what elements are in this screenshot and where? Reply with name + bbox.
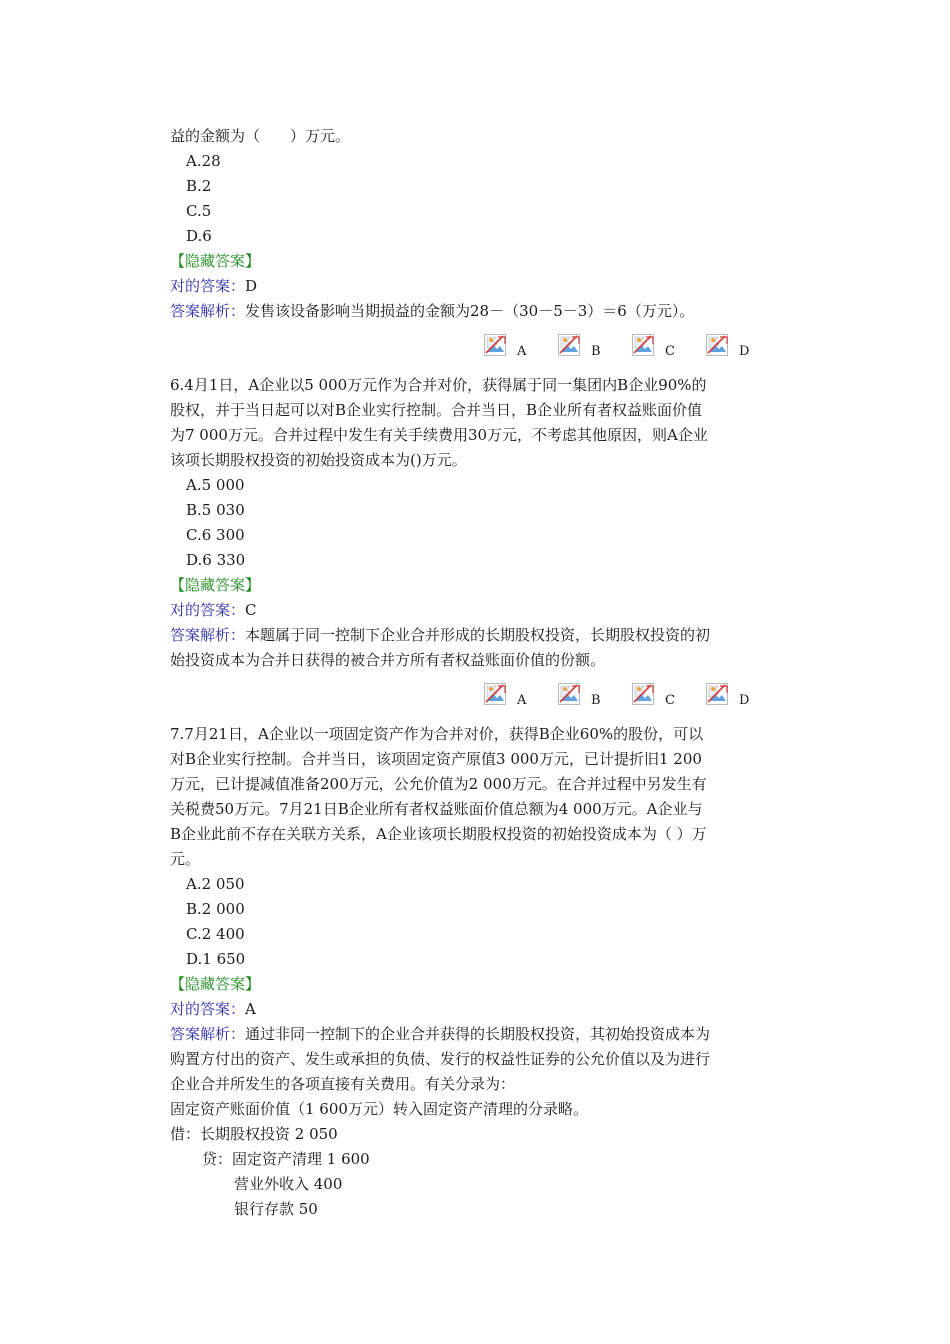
broken-image-icon — [558, 334, 588, 358]
hide-answer-link[interactable]: 【隐藏答案】 — [170, 975, 261, 993]
answer-label: 对的答案： — [170, 601, 246, 619]
question-stem-line: 对B企业实行控制。合并当日，该项固定资产原值3 000万元，已计提折旧1 200 — [170, 750, 702, 768]
analysis-line — [170, 299, 780, 324]
analysis-label: 答案解析： — [170, 302, 246, 320]
choice-button-a[interactable] — [484, 334, 529, 360]
analysis-text: 发售该设备影响当期损益的金额为28－（30－5－3）＝6（万元）。 — [245, 302, 695, 320]
question-stem-line: 该项长期股权投资的初始投资成本为()万元。 — [170, 451, 467, 469]
option-b: B.2 — [186, 177, 212, 195]
option-c: C.6 300 — [186, 526, 245, 544]
question-stem-line: 为7 000万元。合并过程中发生有关手续费用30万元，不考虑其他原因，则A企业 — [170, 426, 708, 444]
hide-answer-link[interactable]: 【隐藏答案】 — [170, 252, 261, 270]
analysis-line — [170, 1022, 780, 1047]
question-5-tail — [170, 124, 780, 324]
broken-image-icon — [484, 334, 514, 358]
choice-button-row — [484, 334, 784, 360]
journal-debit: 借：长期股权投资 2 050 — [170, 1125, 338, 1143]
analysis-text: 企业合并所发生的各项直接有关费用。有关分录为： — [170, 1075, 516, 1093]
journal-credit: 贷：固定资产清理 1 600 — [202, 1150, 370, 1168]
choice-button-d[interactable] — [706, 683, 751, 709]
question-stem-line: 关税费50万元。7月21日B企业所有者权益账面价值总额为4 000万元。A企业与 — [170, 800, 703, 818]
option-c: C.5 — [186, 202, 212, 220]
question-stem-line: 股权，并于当日起可以对B企业实行控制。合并当日，B企业所有者权益账面价值 — [170, 401, 703, 419]
question-stem-line: B企业此前不存在关联方关系，A企业该项长期股权投资的初始投资成本为（ ）万 — [170, 825, 707, 843]
choice-button-label: B — [591, 344, 601, 359]
option-d: D.1 650 — [186, 950, 246, 968]
option-b: B.2 000 — [186, 900, 245, 918]
option-b: B.5 030 — [186, 501, 245, 519]
question-6 — [170, 373, 780, 673]
choice-button-label: D — [739, 344, 750, 359]
journal-credit-item: 营业外收入 400 — [234, 1175, 343, 1193]
analysis-text: 始投资成本为合并日获得的被合并方所有者权益账面价值的份额。 — [170, 651, 606, 669]
choice-button-label: A — [517, 344, 527, 359]
answer-label: 对的答案： — [170, 1000, 246, 1018]
choice-button-row — [484, 683, 784, 709]
broken-image-icon — [558, 683, 588, 707]
analysis-text: 本题属于同一控制下企业合并形成的长期股权投资，长期股权投资的初 — [245, 626, 711, 644]
option-a: A.5 000 — [186, 476, 245, 494]
correct-answer-line — [170, 274, 780, 299]
answer-value: A — [245, 1000, 256, 1018]
analysis-line — [170, 623, 780, 648]
analysis-text: 通过非同一控制下的企业合并获得的长期股权投资，其初始投资成本为 — [245, 1025, 711, 1043]
choice-button-c[interactable] — [632, 683, 677, 709]
option-a: A.28 — [186, 152, 221, 170]
correct-answer-line — [170, 598, 780, 623]
analysis-label: 答案解析： — [170, 626, 246, 644]
journal-credit-item: 银行存款 50 — [234, 1200, 318, 1218]
question-stem-line: 7.7月21日，A企业以一项固定资产作为合并对价，获得B企业60%的股份，可以 — [170, 725, 704, 743]
broken-image-icon — [484, 683, 514, 707]
analysis-text: 购置方付出的资产、发生或承担的负债、发行的权益性证券的公允价值以及为进行 — [170, 1050, 711, 1068]
choice-button-b[interactable] — [558, 334, 603, 360]
answer-label: 对的答案： — [170, 277, 246, 295]
choice-button-label: B — [591, 693, 601, 708]
question-stem-line: 元。 — [170, 850, 201, 868]
broken-image-icon — [632, 334, 662, 358]
answer-value: C — [245, 601, 257, 619]
option-a: A.2 050 — [186, 875, 245, 893]
choice-button-label: C — [665, 693, 675, 708]
answer-value: D — [245, 277, 258, 295]
broken-image-icon — [632, 683, 662, 707]
choice-button-label: A — [517, 693, 527, 708]
option-d: D.6 330 — [186, 551, 246, 569]
question-stem-line: 6.4月1日，A企业以5 000万元作为合并对价，获得属于同一集团内B企业90%的 — [170, 376, 707, 394]
broken-image-icon — [706, 683, 736, 707]
question-stem-line: 万元，已计提减值准备200万元，公允价值为2 000万元。在合并过程中另发生有 — [170, 775, 707, 793]
option-c: C.2 400 — [186, 925, 245, 943]
choice-button-c[interactable] — [632, 334, 677, 360]
choice-button-b[interactable] — [558, 683, 603, 709]
broken-image-icon — [706, 334, 736, 358]
analysis-label: 答案解析： — [170, 1025, 246, 1043]
correct-answer-line — [170, 997, 780, 1022]
option-d: D.6 — [186, 227, 212, 245]
choice-button-label: D — [739, 693, 750, 708]
question-stem-line: 益的金额为（ ）万元。 — [170, 127, 351, 145]
hide-answer-link[interactable]: 【隐藏答案】 — [170, 576, 261, 594]
entry-note: 固定资产账面价值（1 600万元）转入固定资产清理的分录略。 — [170, 1100, 588, 1118]
choice-button-a[interactable] — [484, 683, 529, 709]
choice-button-label: C — [665, 344, 675, 359]
question-7 — [170, 722, 780, 1222]
choice-button-d[interactable] — [706, 334, 751, 360]
